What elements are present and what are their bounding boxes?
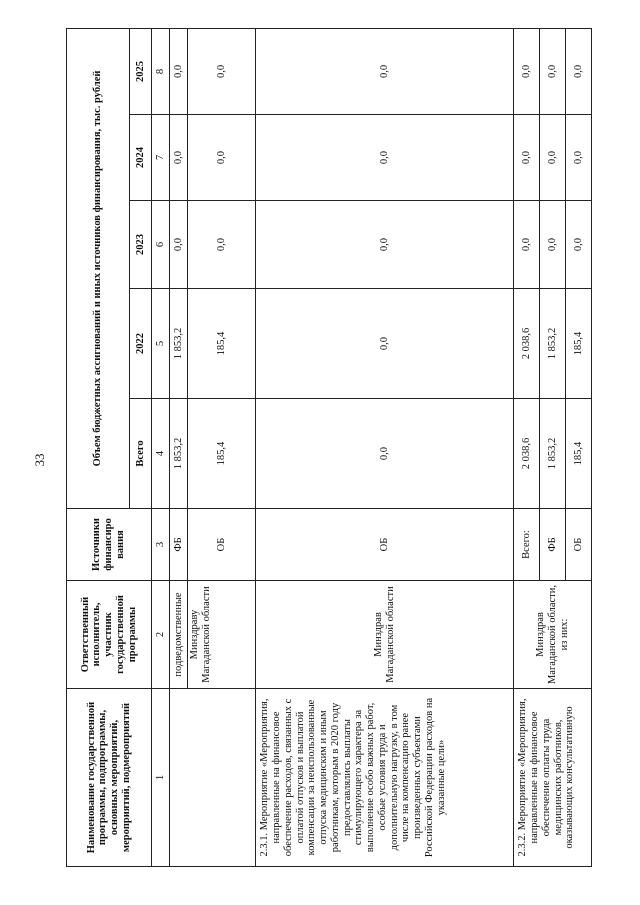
value-cell: 0,0 bbox=[540, 201, 566, 289]
value-cell: 2 038,6 bbox=[514, 289, 540, 399]
header-year-2025: 2025 bbox=[130, 28, 152, 114]
value-cell: 0,0 bbox=[540, 115, 566, 201]
source-cell: ОБ bbox=[566, 509, 592, 581]
col-num: 3 bbox=[152, 509, 170, 581]
source-cell: Всего: bbox=[514, 509, 540, 581]
value-cell: 0,0 bbox=[170, 28, 188, 114]
name-cell-empty bbox=[170, 689, 256, 867]
value-cell: 0,0 bbox=[256, 289, 514, 399]
header-year-2022: 2022 bbox=[130, 289, 152, 399]
value-cell: 0,0 bbox=[256, 115, 514, 201]
col-num: 8 bbox=[152, 28, 170, 114]
value-cell: 0,0 bbox=[514, 201, 540, 289]
activity-name-2-3-1: 2.3.1. Мероприятие «Мероприятия, направленные на финансовое обеспечение расходов, связанных с оплатой отпусков и выплатой компенсации за неиспользованные отпуска медицинским и иным работникам, которым в 2020 году предоставлялись выплаты стимулирующего характера за выполнение особо важных работ, особые условия труда и дополнительную нагрузку, в том числе на компенсацию ранее произведенных субъектами Российской Федерации расходов на указанные цели» bbox=[256, 689, 514, 867]
value-cell: 1 853,2 bbox=[540, 399, 566, 509]
activity-name-2-3-2: 2.3.2. Мероприятие «Мероприятия, направленные на финансовое обеспечение оплаты труда медицинских работников, оказывающих консультативную bbox=[514, 689, 592, 867]
table-row bbox=[170, 28, 188, 866]
page-number: 33 bbox=[32, 453, 47, 467]
header-volume: Объем бюджетных ассигнований и иных источников финансирования, тыс. рублей bbox=[67, 28, 130, 508]
value-cell: 1 853,2 bbox=[540, 289, 566, 399]
responsible-cell: Минздрав Магаданской области bbox=[256, 581, 514, 689]
value-cell: 0,0 bbox=[514, 115, 540, 201]
value-cell: 0,0 bbox=[170, 201, 188, 289]
responsible-cell: Минздраву Магаданской области bbox=[188, 581, 256, 689]
source-cell: ОБ bbox=[188, 509, 256, 581]
value-cell: 2 038,6 bbox=[514, 399, 540, 509]
col-num: 7 bbox=[152, 115, 170, 201]
value-cell: 0,0 bbox=[256, 201, 514, 289]
value-cell: 185,4 bbox=[188, 399, 256, 509]
source-cell: ФБ bbox=[170, 509, 188, 581]
value-cell: 185,4 bbox=[566, 289, 592, 399]
value-cell: 0,0 bbox=[188, 115, 256, 201]
value-cell: 0,0 bbox=[566, 201, 592, 289]
financing-table bbox=[66, 28, 592, 867]
col-num: 2 bbox=[152, 581, 170, 689]
rotated-page-content bbox=[66, 29, 592, 867]
value-cell: 185,4 bbox=[566, 399, 592, 509]
value-cell: 0,0 bbox=[566, 28, 592, 114]
value-cell: 0,0 bbox=[256, 28, 514, 114]
value-cell: 185,4 bbox=[188, 289, 256, 399]
source-cell: ФБ bbox=[540, 509, 566, 581]
value-cell: 0,0 bbox=[540, 28, 566, 114]
col-num: 4 bbox=[152, 399, 170, 509]
value-cell: 0,0 bbox=[514, 28, 540, 114]
header-year-2023: 2023 bbox=[130, 201, 152, 289]
col-num: 6 bbox=[152, 201, 170, 289]
header-sources: Источники финансиро вания bbox=[67, 509, 152, 581]
header-name: Наименование государственной программы, подпрограммы, основных мероприятий, мероприятий, подмероприятий bbox=[67, 689, 152, 867]
responsible-cell: подведомственные bbox=[170, 581, 188, 689]
col-num: 1 bbox=[152, 689, 170, 867]
column-number-row bbox=[152, 28, 170, 866]
header-responsible: Ответственный исполнитель, участник государственной программы bbox=[67, 581, 152, 689]
value-cell: 1 853,2 bbox=[170, 289, 188, 399]
responsible-cell: Минздрав Магаданской области, из них: bbox=[514, 581, 592, 689]
value-cell: 1 853,2 bbox=[170, 399, 188, 509]
table-row bbox=[514, 28, 540, 866]
col-num: 5 bbox=[152, 289, 170, 399]
value-cell: 0,0 bbox=[188, 201, 256, 289]
value-cell: 0,0 bbox=[566, 115, 592, 201]
table-row bbox=[256, 28, 514, 866]
value-cell: 0,0 bbox=[256, 399, 514, 509]
value-cell: 0,0 bbox=[188, 28, 256, 114]
value-cell: 0,0 bbox=[170, 115, 188, 201]
source-cell: ОБ bbox=[256, 509, 514, 581]
header-total: Всего bbox=[130, 399, 152, 509]
header-year-2024: 2024 bbox=[130, 115, 152, 201]
